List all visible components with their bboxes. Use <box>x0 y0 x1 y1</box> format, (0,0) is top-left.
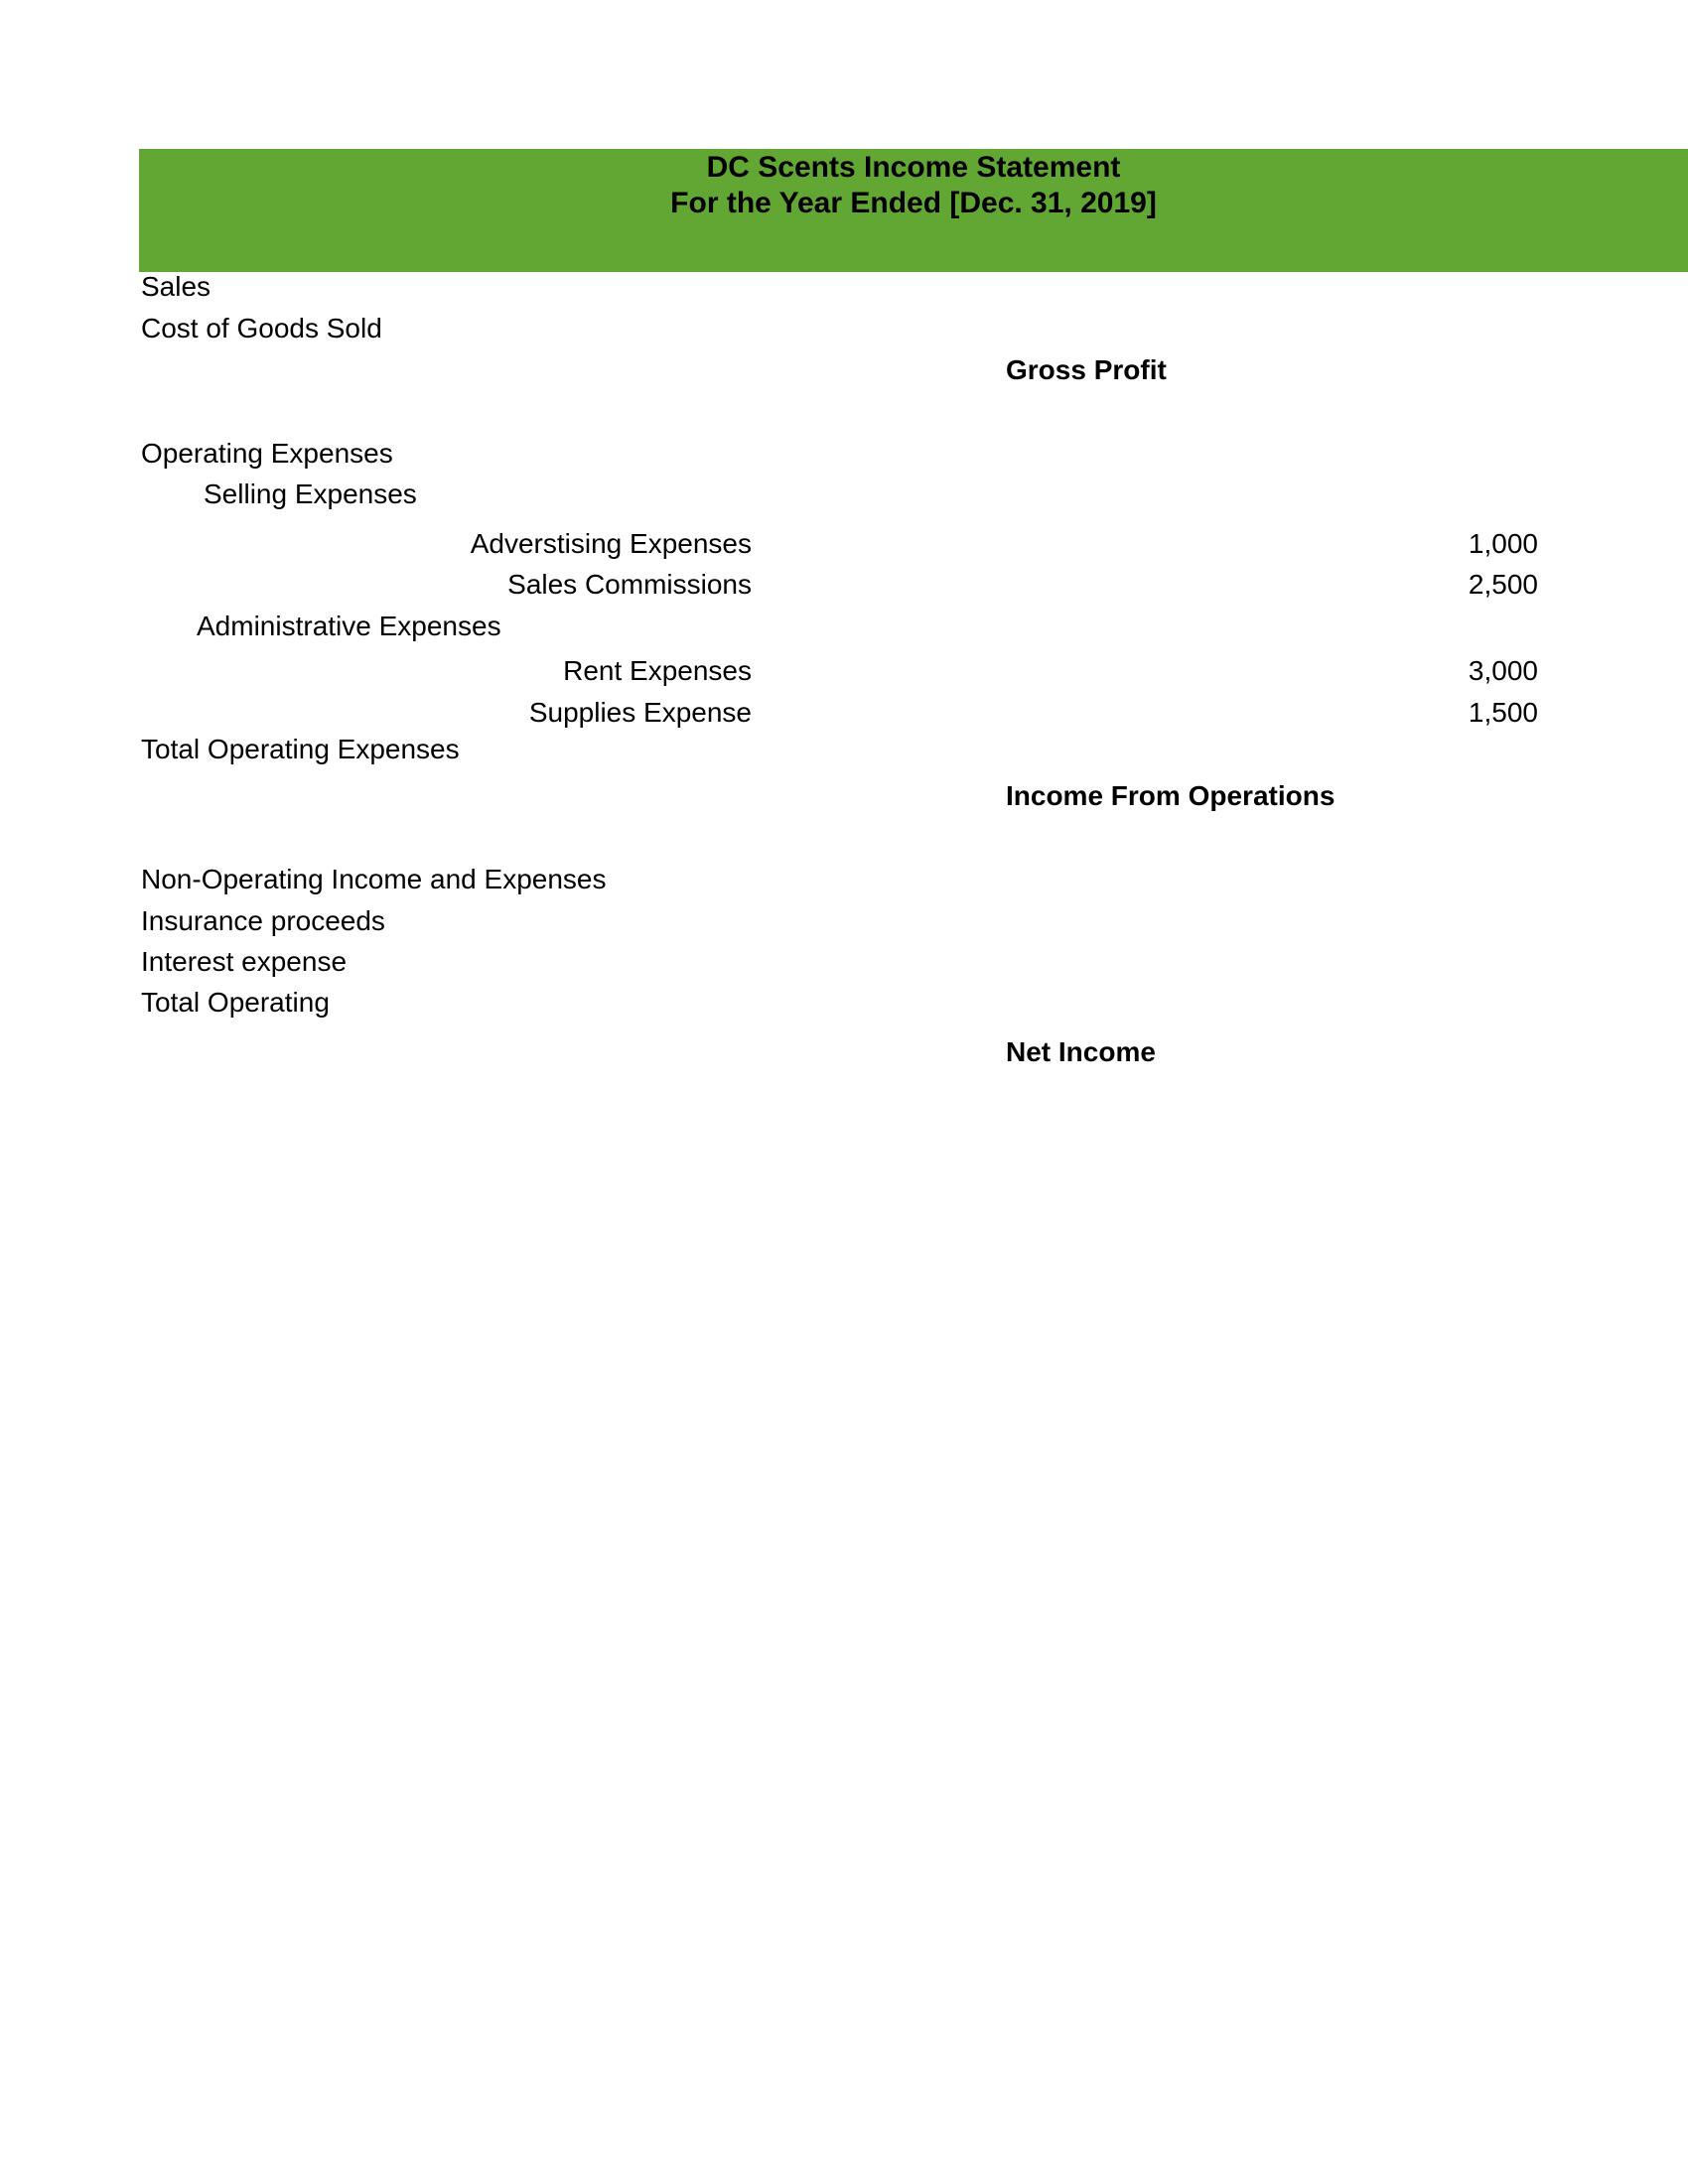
statement-header <box>139 149 1688 272</box>
supplies-expense-label: Supplies Expense <box>528 697 752 728</box>
net-income-label: Net Income <box>1006 1036 1156 1067</box>
sales-label: Sales <box>141 271 211 302</box>
total-operating-label: Total Operating <box>141 987 330 1018</box>
insurance-proceeds-label: Insurance proceeds <box>141 905 385 936</box>
non-operating-label: Non-Operating Income and Expenses <box>141 864 607 894</box>
advertising-expenses-label: Adverstising Expenses <box>470 528 752 559</box>
total-operating-expenses-label: Total Operating Expenses <box>141 734 460 764</box>
advertising-expenses-amount: 1,000 <box>1468 528 1538 559</box>
administrative-expenses-label: Administrative Expenses <box>197 611 501 641</box>
interest-expense-label: Interest expense <box>141 946 348 977</box>
income-from-operations-label: Income From Operations <box>1006 780 1336 811</box>
statement-period: For the Year Ended [Dec. 31, 2019] <box>670 187 1157 219</box>
sales-commissions-label: Sales Commissions <box>507 569 752 600</box>
statement-title: DC Scents Income Statement <box>706 151 1121 184</box>
rent-expenses-amount: 3,000 <box>1468 655 1538 686</box>
cogs-label: Cost of Goods Sold <box>141 313 382 343</box>
selling-expenses-label: Selling Expenses <box>204 478 417 509</box>
operating-expenses-label: Operating Expenses <box>141 438 393 469</box>
rent-expenses-label: Rent Expenses <box>563 655 752 686</box>
sales-commissions-amount: 2,500 <box>1468 569 1538 600</box>
supplies-expense-amount: 1,500 <box>1468 697 1538 728</box>
gross-profit-label: Gross Profit <box>1006 354 1167 385</box>
